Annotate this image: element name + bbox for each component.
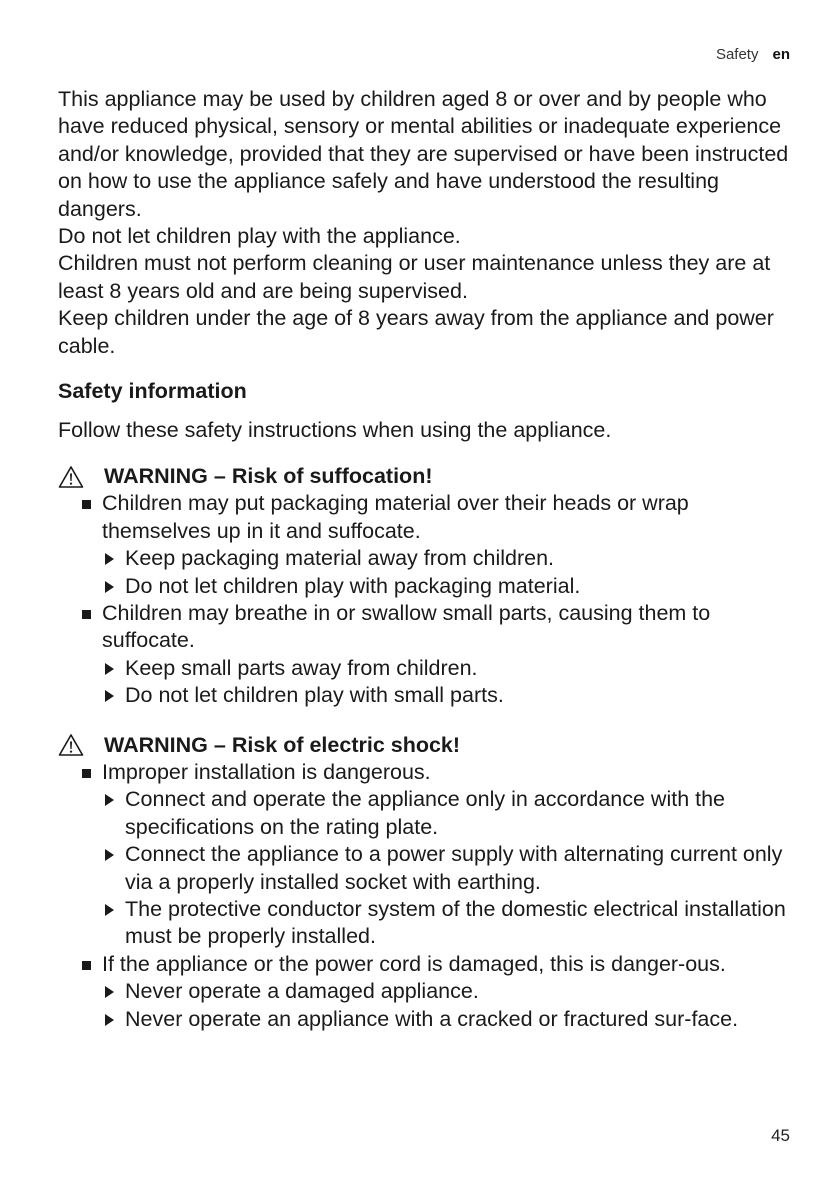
action-text: Keep small parts away from children. (125, 655, 478, 680)
hazard-text: Children may put packaging material over their heads or wrap themselves up in it and suffocate. (102, 491, 689, 543)
square-bullet-icon (82, 769, 91, 778)
hazard-item (102, 951, 798, 1033)
warning-title (58, 732, 798, 759)
hazard-text: If the appliance or the power cord is damaged, this is danger-ous. (102, 951, 726, 976)
action-text: The protective conductor system of the domestic electrical installation must be properly installed. (125, 896, 786, 949)
triangle-arrow-icon (105, 663, 114, 675)
safety-lead: Follow these safety instructions when using the appliance. (58, 418, 612, 443)
intro-paragraph: Do not let children play with the appliance. (58, 224, 461, 249)
action-item (125, 545, 798, 572)
hazard-text: Children may breathe in or swallow small parts, causing them to suffocate. (102, 600, 711, 653)
square-bullet-icon (82, 610, 91, 619)
action-item (125, 682, 798, 709)
section-name: Safety (715, 46, 759, 63)
square-bullet-icon (82, 500, 91, 509)
action-item (125, 1006, 798, 1033)
page-number: 45 (771, 1126, 790, 1145)
action-text: Keep packaging material away from children. (125, 546, 555, 571)
action-item (125, 655, 798, 682)
triangle-arrow-icon (105, 849, 114, 861)
action-text: Never operate an appliance with a cracked or fractured sur-face. (125, 1006, 739, 1031)
triangle-arrow-icon (105, 690, 114, 702)
hazard-item (102, 490, 798, 600)
action-item (125, 573, 798, 600)
triangle-arrow-icon (105, 794, 114, 806)
triangle-arrow-icon (105, 986, 114, 998)
action-list (102, 786, 798, 950)
page-content (58, 86, 798, 1033)
action-text: Connect the appliance to a power supply with alternating current only via a properly installed socket with earthing. (125, 842, 783, 894)
action-text: Do not let children play with small parts. (125, 683, 504, 708)
action-text: Never operate a damaged appliance. (125, 979, 479, 1004)
action-text: Do not let children play with packaging material. (125, 573, 581, 598)
action-text: Connect and operate the appliance only in accordance with the specifications on the rating plate. (125, 787, 726, 839)
warning-block (58, 463, 798, 710)
action-item (125, 896, 798, 951)
hazard-text: Improper installation is dangerous. (102, 759, 431, 784)
action-item (125, 978, 798, 1005)
triangle-arrow-icon (105, 553, 114, 565)
warning-block (58, 732, 798, 1033)
warning-title (58, 463, 798, 490)
triangle-arrow-icon (105, 1014, 114, 1026)
intro-text (58, 86, 798, 360)
warning-title-text: WARNING – Risk of electric shock! (104, 732, 461, 757)
triangle-arrow-icon (105, 581, 114, 593)
square-bullet-icon (82, 961, 91, 970)
page-header (716, 46, 790, 63)
action-item (125, 841, 798, 896)
action-item (125, 786, 798, 841)
warning-triangle-icon (58, 733, 84, 757)
intro-paragraph: This appliance may be used by children aged 8 or over and by people who have reduced physical, sensory or mental abilities or inadequate experience and/or knowledge, provided that they are supervised or have been instructed on how to use the appliance safely and have understood the resulting dangers. (58, 87, 789, 221)
safety-heading: Safety information (58, 379, 247, 404)
warning-triangle-icon (58, 465, 84, 489)
action-list (102, 655, 798, 710)
hazard-item (102, 600, 798, 710)
intro-paragraph: Keep children under the age of 8 years away from the appliance and power cable. (58, 306, 774, 358)
hazard-item (102, 759, 798, 951)
action-list (102, 978, 798, 1033)
warning-title-text: WARNING – Risk of suffocation! (104, 463, 433, 488)
intro-paragraph: Children must not perform cleaning or user maintenance unless they are at least 8 years old and are being supervised. (58, 251, 771, 303)
triangle-arrow-icon (105, 904, 114, 916)
language-code: en (772, 46, 790, 63)
hazard-list (58, 490, 798, 709)
hazard-list (58, 759, 798, 1033)
action-list (102, 545, 798, 600)
